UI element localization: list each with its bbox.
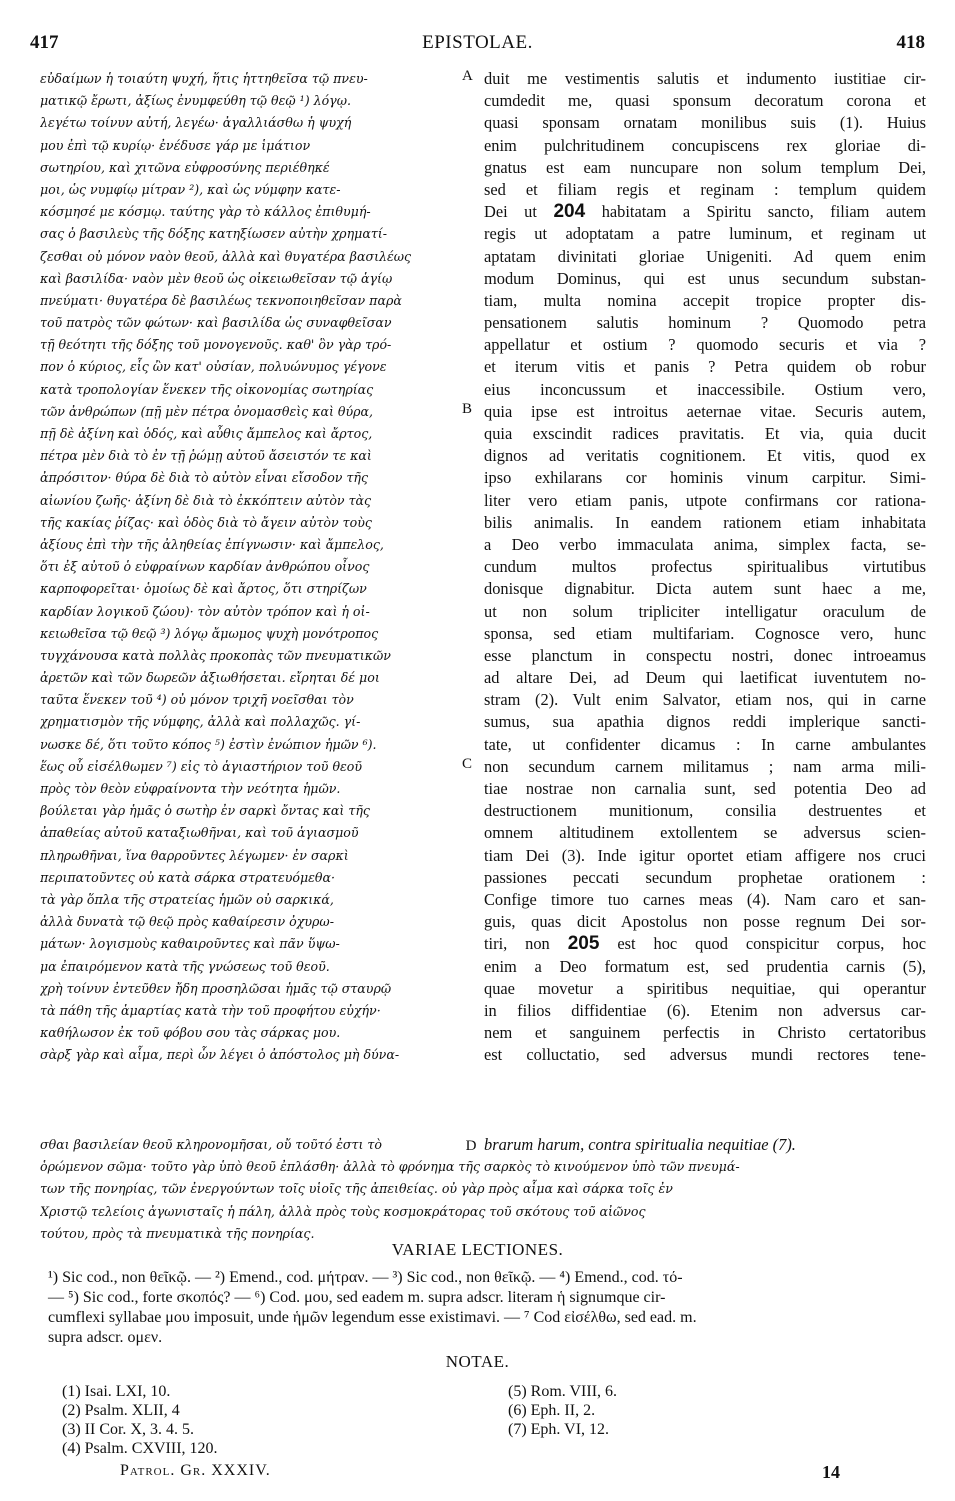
- greek-line: ταῦτα ἕνεκεν τοῦ ⁴) οὐ μόνον τριχῆ νοεῖσθαι τὸν: [40, 692, 354, 708]
- greek-line: τοῦ πατρὸς τῶν φώτων· καὶ βασιλίδα ὡς συναφθεῖσαν: [40, 315, 392, 331]
- latin-line: donisque dignabitur. Dicta autem sunt haec a me,: [484, 579, 926, 599]
- tail-first-line: [40, 1134, 930, 1156]
- greek-line: ἀπαθείας αὐτοῦ καταξιωθῆναι, καὶ τοῦ ἁγιασμοῦ: [40, 825, 359, 841]
- tail-line: Χριστῷ τελείοις ἀγωνισταῖς ἡ πάλη, ἀλλὰ πρὸς τοὺς κοσμοκράτορας τοῦ σκότους τοῦ αἰῶνος: [40, 1203, 646, 1219]
- notae-heading: NOTAE.: [445, 1352, 510, 1371]
- nota-item: (3) II Cor. X, 3. 4. 5.: [62, 1421, 194, 1438]
- greek-line: λεγέτω τοίνυν αὐτή, λεγέω· ἀγαλλιάσθω ἡ ψυχή: [40, 115, 352, 131]
- latin-text-column: [484, 68, 926, 1066]
- greek-line: πῇ δὲ ἀξίνη καὶ ὁδός, καὶ αὖθις ἄμπελος καὶ ἄρτος,: [40, 426, 373, 441]
- latin-line: tiam, multa nomina accepit tropice propter dis-: [484, 290, 926, 310]
- latin-line: enim a Deo formatum est, sed prudentia carnis (5),: [484, 956, 926, 976]
- latin-line: quae movetur a spiritibus nequitiae, qui operantur: [484, 978, 926, 998]
- column-number: 204: [553, 201, 586, 223]
- page-number-left: 417: [30, 32, 59, 53]
- latin-line: eius inconcussum et inaccessibile. Ostium vero,: [484, 379, 926, 399]
- greek-line: περιπατοῦντες οὐ κατὰ σάρκα στρατευόμεθα·: [40, 869, 336, 885]
- latin-line: a Deo verbo immaculata anima, simplex facta, se-: [484, 534, 926, 554]
- greek-line: μου ἐπὶ τῷ κυρίῳ· ἐνέδυσε γάρ με ἱμάτιον: [40, 137, 311, 153]
- full-width-greek-text: [40, 1134, 930, 1245]
- greek-line: αἰωνίου ζωῆς· ἀξίνη δὲ διὰ τὸ ἐκκόπτειν αὐτὸν τὰς: [40, 492, 372, 508]
- page-footer: [120, 1462, 880, 1484]
- greek-line: χρὴ τοίνυν ἐντεῦθεν ἤδη προσηλῶσαι ἡμᾶς τῷ σταυρῷ: [40, 980, 392, 996]
- running-title: EPISTOLAE.: [422, 32, 533, 53]
- latin-line: modum Dominus, qui est unus secundum substan-: [484, 268, 926, 288]
- margin-marker-c: C: [462, 756, 473, 772]
- greek-line: ζεσθαι οὐ μόνον ναὸν θεοῦ, ἀλλὰ καὶ θυγατέρα βασιλέως: [40, 248, 412, 264]
- latin-line: omnem altitudinem extollentem se adversus scien-: [484, 823, 926, 843]
- greek-line: καρδίαν λογικοῦ ζώου)· τὸν αὐτὸν τρόπον καὶ ἡ οἰ-: [40, 603, 370, 619]
- greek-line: ἀξίους ἐπὶ τὴν τῆς ἀληθείας ἐπίγνωσιν· καὶ ἄμπελος,: [40, 536, 384, 552]
- nota-item: (1) Isai. LXI, 10.: [62, 1383, 171, 1400]
- variae-line: cumflexi syllabae μου imposuit, unde ἡμῶν legendum esse existimavi. — ⁷ Cod εἰσέλθω, sed ead. m.: [48, 1309, 697, 1326]
- greek-line: τὰ γὰρ ὅπλα τῆς στρατείας ἡμῶν οὐ σαρκικά,: [40, 891, 334, 907]
- greek-line: τῶν ἀνθρώπων (πῇ μὲν πέτρα ὀνομασθεὶς καὶ θύρα,: [40, 403, 374, 419]
- greek-line: ἕως οὗ εἰσέλθωμεν ⁷) εἰς τὸ ἁγιαστήριον τοῦ θεοῦ: [40, 758, 363, 774]
- latin-line: nem et sanguinem perfectis in Christo certatoribus: [484, 1023, 926, 1043]
- greek-line: καρποφορεῖται· ὁμοίως δὲ καὶ ἄρτος, ὅτι στηρίζων: [40, 581, 367, 597]
- greek-line: μα ἐπαιρόμενον κατὰ τῆς γνώσεως τοῦ θεοῦ.: [40, 958, 330, 974]
- margin-marker-d: D: [465, 1138, 477, 1154]
- latin-line: quia ipse est introitus aeternae vitae. Securis autem,: [484, 401, 926, 421]
- footer-signature: Patrol. Gr. XXXIV.: [120, 1462, 271, 1479]
- latin-line: tiam Dei (3). Inde igitur oportet etiam affigere nos cruci: [484, 845, 926, 865]
- greek-line: τῆς κακίας ῥίζας· καὶ ὁδὸς διὰ τὸ ἄγειν αὐτὸν τοὺς: [40, 514, 372, 530]
- greek-line: πέτρα μὲν διὰ τὸ ἐν τῇ ῥώμῃ αὐτοῦ ἄσειστόν τε καὶ: [40, 448, 372, 464]
- tail-line: των τῆς πονηρίας, τῶν ἐνεργούντων τοῖς υἱοῖς τῆς ἀπειθείας. οὐ γὰρ πρὸς αἷμα καὶ σάρκα τοῖς ἐν: [40, 1181, 673, 1197]
- greek-line: χρηματισμὸν τῆς νύμφης, ἀλλὰ καὶ πολλαχῶς. γί-: [40, 714, 361, 730]
- latin-line: tiae nostrae non carnalia sunt, sed potentia Deo ad: [484, 779, 926, 798]
- latin-line: quia exscindit radices pravitatis. Et via, quia ducit: [484, 424, 926, 443]
- latin-line: cundum multos profectus spiritualibus virtutibus: [484, 557, 926, 577]
- latin-line: et iterum vitis et panis ? Petra quidem ob robur: [484, 357, 926, 377]
- greek-line: τῇ θεότητι τῆς δόξης τοῦ μονογενοῦς. καθ' ὃν γὰρ τρό-: [40, 337, 392, 353]
- latin-line: pensationem salutis hominum ? Quomodo petra: [484, 313, 926, 333]
- greek-line: νωσκε δέ, ὅτι τοῦτο κόπος ⁵) ἐστὶν ἐνώπιον ἡμῶν ⁶).: [40, 736, 377, 752]
- nota-item: (4) Psalm. CXVIII, 120.: [62, 1440, 218, 1457]
- nota-item: (5) Rom. VIII, 6.: [508, 1383, 618, 1400]
- notae-right-column: [508, 1382, 888, 1439]
- margin-marker-b: B: [462, 401, 473, 417]
- greek-line: κόσμησέ με κόσμῳ. ταύτης γὰρ τὸ κάλλος ἐπιθυμή-: [40, 204, 371, 220]
- latin-line: tiri, non 205 est hoc quod conspicitur corpus, hoc: [484, 933, 926, 955]
- greek-text-column: [40, 68, 458, 1066]
- greek-line: σωτηρίου, καὶ χιτῶνα εὐφροσύνης περιέθηκέ: [40, 159, 330, 175]
- greek-line: πληρωθῆναι, ἵνα θαρροῦντες λέγωμεν· ἐν σαρκὶ: [40, 847, 349, 863]
- latin-line: appellatur et ostium ? quomodo securis et via ?: [484, 335, 926, 355]
- variae-line: ¹) Sic cod., non θεῖκῷ. — ²) Emend., cod. μήτραν. — ³) Sic cod., non θεῖκῷ. — ⁴) Emend., cod. τό-: [48, 1269, 683, 1286]
- greek-line: σας ὁ βασιλεὺς τῆς δόξης κατηξίωσεν αὐτὴν χρηματί-: [40, 226, 387, 242]
- notae-left-column: [62, 1382, 442, 1458]
- greek-line: μοι, ὡς νυμφίῳ μίτραν ²), καὶ ὡς νύμφην κατε-: [40, 181, 341, 197]
- greek-line: σὰρξ γὰρ καὶ αἷμα, περὶ ὧν λέγει ὁ ἀπόστολος μὴ δύνα-: [40, 1047, 400, 1063]
- latin-line: duit me vestimentis salutis et indumento iustitiae cir-: [484, 69, 926, 88]
- latin-line: tate, ut confidenter dicamus : In carne ambulantes: [484, 734, 926, 754]
- variae-line: supra adscr. ομεν.: [48, 1329, 163, 1346]
- greek-line: ὅτι ἐξ αὐτοῦ ὁ εὐφραίνων καρδίαν ἀνθρώπου οἶνος: [40, 559, 370, 575]
- greek-line: καὶ βασιλίδα· ναὸν μὲν θεοῦ ὡς οἰκειωθεῖσαν τῷ ἁγίῳ: [40, 270, 393, 286]
- tail-first-greek: σθαι βασιλείαν θεοῦ κληρονομῆσαι, οὔ τοῦτό ἐστι τὸ: [40, 1137, 382, 1152]
- page-number-right: 418: [896, 32, 925, 53]
- latin-line: non secundum carnem militamus ; nam arma mili-: [484, 756, 926, 776]
- nota-item: (6) Eph. II, 2.: [508, 1402, 596, 1419]
- latin-line: Dei ut 204 habitatam a Spiritu sancto, filiam autem: [484, 201, 926, 223]
- tail-line: τούτου, πρὸς τὰ πνευματικὰ τῆς πονηρίας.: [40, 1225, 315, 1241]
- latin-line: guis, quas dicit Apostolus non posse regnum Dei sor-: [484, 912, 926, 932]
- latin-line: sponsa, sed etiam multifariam. Cognosce vero, hunc: [484, 623, 926, 643]
- latin-line: liter vero etiam panis, utpote confirmans cor rationa-: [484, 490, 926, 510]
- greek-line: τυγχάνουσα κατὰ πολλὰς προκοπὰς τῶν πνευματικῶν: [40, 647, 391, 663]
- greek-line: ἀλλὰ δυνατὰ τῷ θεῷ πρὸς καθαίρεσιν ὀχυρω-: [40, 914, 334, 930]
- latin-line: dignos ad veritatis cognitionem. Et vitis, quod ex: [484, 446, 926, 466]
- greek-line: ἀπρόσιτον· θύρα δὲ διὰ τὸ αὐτὸν εἶναι εἴσοδον τῆς: [40, 470, 369, 486]
- greek-line: ματικῷ ἔρωτι, ἀξίως ἐνυμφεύθη τῷ θεῷ ¹) λόγῳ.: [40, 93, 351, 109]
- variae-lectiones-heading: VARIAE LECTIONES.: [391, 1240, 564, 1259]
- margin-marker-a: A: [462, 68, 473, 84]
- greek-line: πον ὁ κύριος, εἷς ὢν κατ' οὐσίαν, πολυώνυμος γέγονε: [40, 359, 387, 375]
- latin-line: regis ut adoptatam a patre luminum, et reginam ut: [484, 224, 926, 244]
- variae-lectiones-text: [48, 1268, 924, 1348]
- greek-line: κατὰ τροπολογίαν ἕνεκεν τῆς οἰκονομίας σωτηρίας: [40, 381, 374, 397]
- greek-line: τὰ πάθη τῆς ἁμαρτίας κατὰ τὴν τοῦ προφήτου εὐχήν·: [40, 1002, 381, 1018]
- latin-line: esse planctum in conspectu nostri, donec introeamus: [484, 645, 926, 665]
- footer-sheet-number: 14: [822, 1462, 840, 1482]
- variae-line: — ⁵) Sic cod., forte σκοπός? — ⁶) Cod. μου, sed eadem m. supra adscr. literam ἡ signumque cir-: [48, 1289, 666, 1306]
- latin-line: passiones peccati secundum prophetae orationem :: [484, 867, 926, 887]
- greek-line: πρὸς τὸν θεὸν εὐφραίνοντα τὴν νεότητα ἡμῶν.: [40, 781, 341, 796]
- latin-line: ad altare Dei, ad Deum qui laetificat iuventutem no-: [484, 668, 926, 688]
- latin-line: sed et filiam regis et reginam : templum quidem: [484, 179, 926, 199]
- latin-line: enim pulchritudinem concupiscens rex gloriae di-: [484, 135, 926, 155]
- tail-line: ὁρώμενον σῶμα· τοῦτο γὰρ ὑπὸ θεοῦ ἐπλάσθη· ἀλλὰ τὸ φρόνημα τῆς σαρκὸς τὸ κινούμενον ὑπὸ τῶν πνευμά-: [40, 1159, 740, 1175]
- nota-item: (7) Eph. VI, 12.: [508, 1421, 610, 1438]
- latin-line: quasi sponsam ornatam monilibus suis (1). Huius: [484, 113, 926, 133]
- latin-line: destructionem munitionum, consilia destruentes et: [484, 801, 926, 821]
- latin-line: stram (2). Vult enim Salvator, etiam nos, qui in carne: [484, 690, 926, 710]
- greek-line: βούλεται γὰρ ἡμᾶς ὁ σωτὴρ ἐν σαρκὶ ὄντας καὶ τῆς: [40, 803, 370, 819]
- latin-line: est colluctatio, sed adversus mundi rectores tene-: [484, 1045, 926, 1065]
- latin-line: Confige timore tuo carnes meas (4). Nam caro et san-: [484, 889, 926, 909]
- latin-line: aptatam divinitati gloriae Unigeniti. Ad quem enim: [484, 246, 926, 266]
- greek-line: ἀρετῶν καὶ τῶν δωρεῶν ἀξιωθήσεται. εἴρηται δέ μοι: [40, 670, 380, 686]
- latin-line: gnatus est eam nuncupare non solum templum Dei,: [484, 157, 926, 177]
- latin-line: ipso exhilarans cor hominis vinum carpitur. Simi-: [484, 468, 926, 488]
- latin-line: cumdedit me, quasi sponsum decoratum corona et: [484, 91, 926, 111]
- latin-line: in filios diffidentiae (6). Etenim non adversus car-: [484, 1000, 926, 1020]
- greek-line: καθήλωσον ἐκ τοῦ φόβου σου τὰς σάρκας μου.: [40, 1025, 341, 1041]
- latin-line: ut non solum tripliciter intelligatur oraculum de: [484, 601, 926, 621]
- nota-item: (2) Psalm. XLII, 4: [62, 1402, 180, 1419]
- column-number: 205: [567, 933, 600, 955]
- latin-line: sumus, sua apathia dignos reddi implerique sancti-: [484, 712, 926, 732]
- greek-line: μάτων· λογισμοὺς καθαιροῦντες καὶ πᾶν ὕψω-: [40, 936, 340, 952]
- greek-line: κειωθεῖσα τῷ θεῷ ³) λόγῳ ἄμωμος ψυχὴ μονότροπος: [40, 625, 379, 641]
- greek-line: εὐδαίμων ἡ τοιαύτη ψυχή, ἥτις ἡττηθεῖσα τῷ πνευ-: [40, 71, 368, 86]
- page-header: [30, 32, 925, 56]
- greek-line: πνεύματι· θυγατέρα δὲ βασιλέως τεκνοποιηθεῖσαν παρὰ: [40, 292, 402, 308]
- tail-first-latin: brarum harum, contra spiritualia nequitiae (7).: [484, 1135, 796, 1154]
- latin-line: bilis animalis. In eandem rationem etiam inhabitata: [484, 512, 926, 532]
